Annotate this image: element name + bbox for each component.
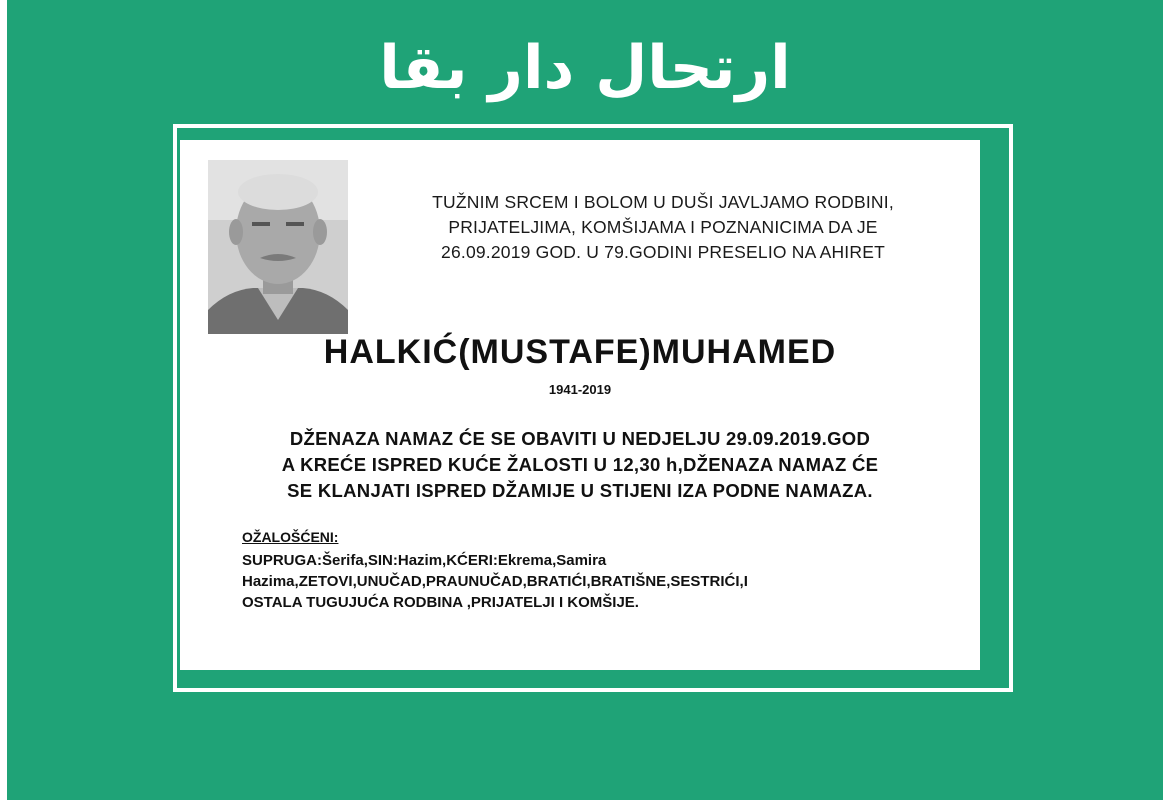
mourners-line: OSTALA TUGUJUĆA RODBINA ,PRIJATELJI I KOMŠIJE. — [242, 594, 639, 611]
deceased-name: HALKIĆ(MUSTAFE)MUHAMED — [323, 333, 837, 371]
life-years: 1941-2019 — [548, 382, 612, 397]
intro-text — [348, 190, 978, 265]
arabic-calligraphy: ارتحال دار بقا — [379, 33, 791, 103]
intro-line: TUŽNIM SRCEM I BOLOM U DUŠI JAVLJAMO RODBINI, — [432, 192, 894, 212]
intro-line: PRIJATELJIMA, KOMŠIJAMA I POZNANICIMA DA JE — [448, 217, 878, 237]
intro-line: 26.09.2019 GOD. U 79.GODINI PRESELIO NA AHIRET — [441, 242, 885, 262]
funeral-line: DŽENAZA NAMAZ ĆE SE OBAVITI U NEDJELJU 29.09.2019.GOD — [289, 428, 871, 449]
mourners-label: OŽALOŠĆENI: — [242, 529, 339, 545]
funeral-line: A KREĆE ISPRED KUĆE ŽALOSTI U 12,30 h,DŽENAZA NAMAZ ĆE — [281, 454, 879, 475]
portrait-photo — [208, 160, 348, 334]
funeral-line: SE KLANJATI ISPRED DŽAMIJE U STIJENI IZA PODNE NAMAZA. — [287, 480, 873, 501]
notice-panel — [180, 140, 980, 670]
mourners-line: SUPRUGA:Šerifa,SIN:Hazim,KĆERI:Ekrema,Samira — [242, 552, 607, 569]
mourners-line: Hazima,ZETOVI,UNUČAD,PRAUNUČAD,BRATIĆI,BRATIŠNE,SESTRIĆI,I — [242, 573, 748, 590]
mourners-list — [242, 550, 962, 613]
funeral-details — [180, 426, 980, 504]
